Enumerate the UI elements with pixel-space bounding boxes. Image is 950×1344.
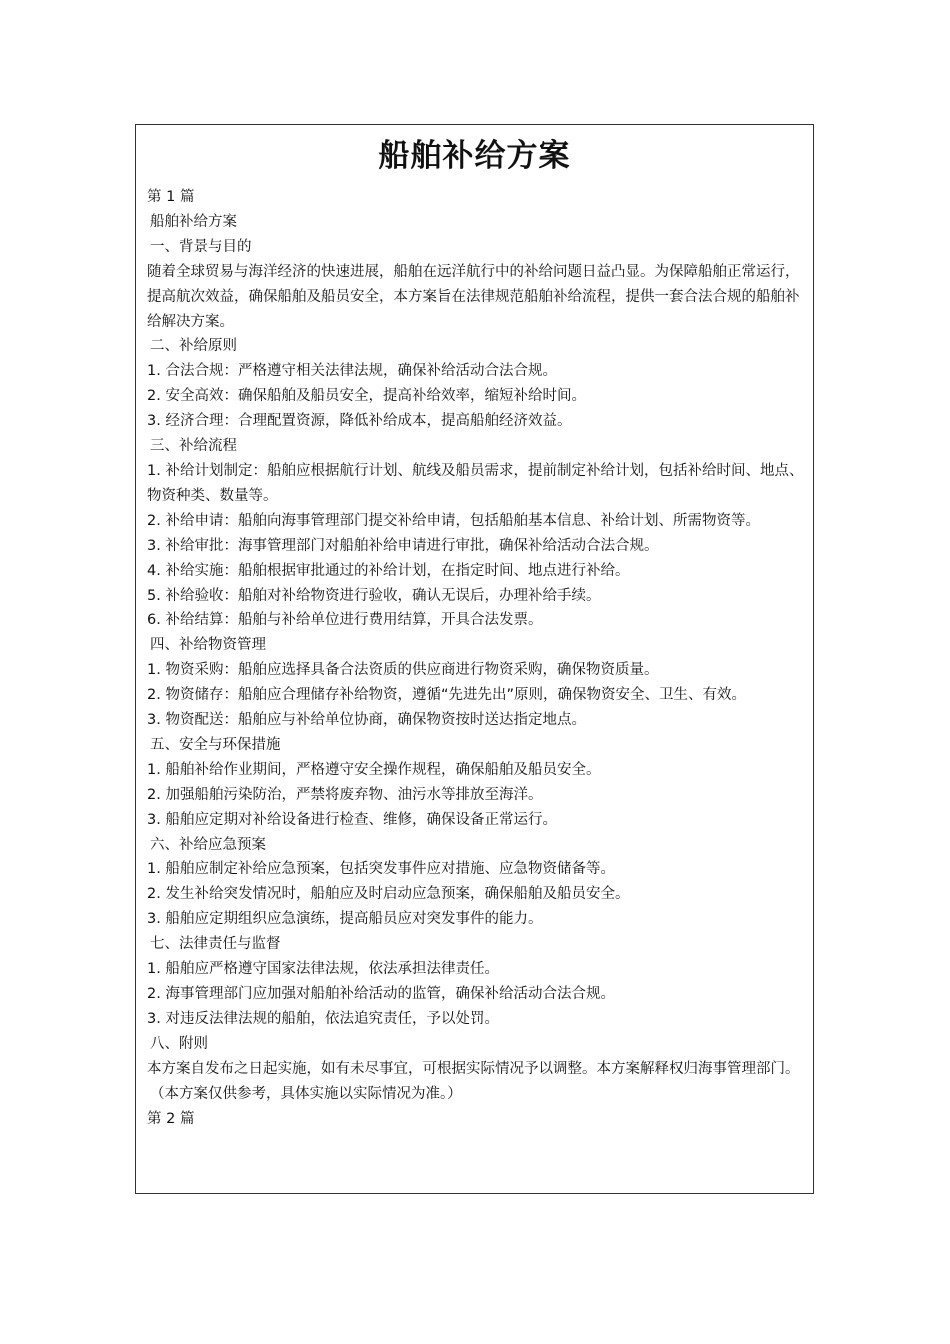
list-item: 3. 物资配送：船舶应与补给单位协商，确保物资按时送达指定地点。 (147, 712, 586, 729)
section-heading: 四、补给物资管理 (150, 637, 266, 654)
list-item: 2. 发生补给突发情况时，船舶应及时启动应急预案，确保船舶及船员安全。 (147, 886, 630, 903)
section-heading: 二、补给原则 (150, 338, 237, 355)
list-item: 2. 加强船舶污染防治，严禁将废弃物、油污水等排放至海洋。 (147, 786, 543, 803)
paragraph: 随着全球贸易与海洋经济的快速进展，船舶在远洋航行中的补给问题日益凸显。为保障船舶正常运行，提高航次效益，确保船舶及船员安全，本方案旨在法律规范船舶补给流程，提供一套合法合规的船舶补给解决方案。 (147, 263, 800, 330)
list-item: 1. 船舶应严格遵守国家法律法规，依法承担法律责任。 (147, 961, 499, 978)
section-heading: 三、补给流程 (150, 438, 237, 455)
document-body (136, 185, 813, 1131)
list-item: 5. 补给验收：船舶对补给物资进行验收，确认无误后，办理补给手续。 (147, 587, 601, 604)
list-item: 6. 补给结算：船舶与补给单位进行费用结算，开具合法发票。 (147, 612, 543, 629)
paragraph: 本方案自发布之日起实施，如有未尽事宜，可根据实际情况予以调整。本方案解释权归海事管理部门。 (147, 1060, 800, 1077)
list-item: 4. 补给实施：船舶根据审批通过的补给计划，在指定时间、地点进行补给。 (147, 562, 630, 579)
list-item: 3. 补给审批：海事管理部门对船舶补给申请进行审批，确保补给活动合法合规。 (147, 537, 659, 554)
list-item: 2. 补给申请：船舶向海事管理部门提交补给申请，包括船舶基本信息、补给计划、所需物资等。 (147, 512, 760, 529)
list-item: 1. 合法合规：严格遵守相关法律法规，确保补给活动合法合规。 (147, 363, 557, 380)
list-item: 3. 对违反法律法规的船舶，依法追究责任，予以处罚。 (147, 1010, 499, 1027)
section-heading: 八、附则 (150, 1035, 208, 1052)
part-label: 第 1 篇 (147, 189, 195, 205)
list-item: 1. 物资采购：船舶应选择具备合法资质的供应商进行物资采购，确保物资质量。 (147, 662, 659, 679)
list-item: 1. 补给计划制定：船舶应根据航行计划、航线及船员需求，提前制定补给计划，包括补给时间、地点、物资种类、数量等。 (147, 462, 804, 504)
section-heading: 五、安全与环保措施 (150, 736, 281, 753)
document-frame (135, 124, 814, 1194)
list-item: 1. 船舶补给作业期间，严格遵守安全操作规程，确保船舶及船员安全。 (147, 761, 601, 778)
document-title: 船舶补给方案 (378, 138, 571, 174)
part-label: 第 2 篇 (147, 1110, 195, 1127)
list-item: 2. 安全高效：确保船舶及船员安全，提高补给效率，缩短补给时间。 (147, 388, 586, 405)
section-heading: 一、背景与目的 (150, 238, 252, 255)
section-heading: 六、补给应急预案 (150, 836, 266, 853)
list-item: 1. 船舶应制定补给应急预案，包括突发事件应对措施、应急物资储备等。 (147, 861, 615, 878)
section-heading: 七、法律责任与监督 (150, 936, 281, 953)
list-item: 3. 船舶应定期对补给设备进行检查、维修，确保设备正常运行。 (147, 811, 557, 828)
subtitle: 船舶补给方案 (150, 213, 237, 230)
list-item: 2. 海事管理部门应加强对船舶补给活动的监管，确保补给活动合法合规。 (147, 986, 615, 1002)
list-item: 2. 物资储存：船舶应合理储存补给物资，遵循“先进先出”原则，确保物资安全、卫生、有效。 (147, 687, 746, 704)
list-item: 3. 经济合理：合理配置资源，降低补给成本，提高船舶经济效益。 (147, 413, 572, 430)
note: （本方案仅供参考，具体实施以实际情况为准。） (150, 1085, 462, 1102)
list-item: 3. 船舶应定期组织应急演练，提高船员应对突发事件的能力。 (147, 911, 543, 928)
